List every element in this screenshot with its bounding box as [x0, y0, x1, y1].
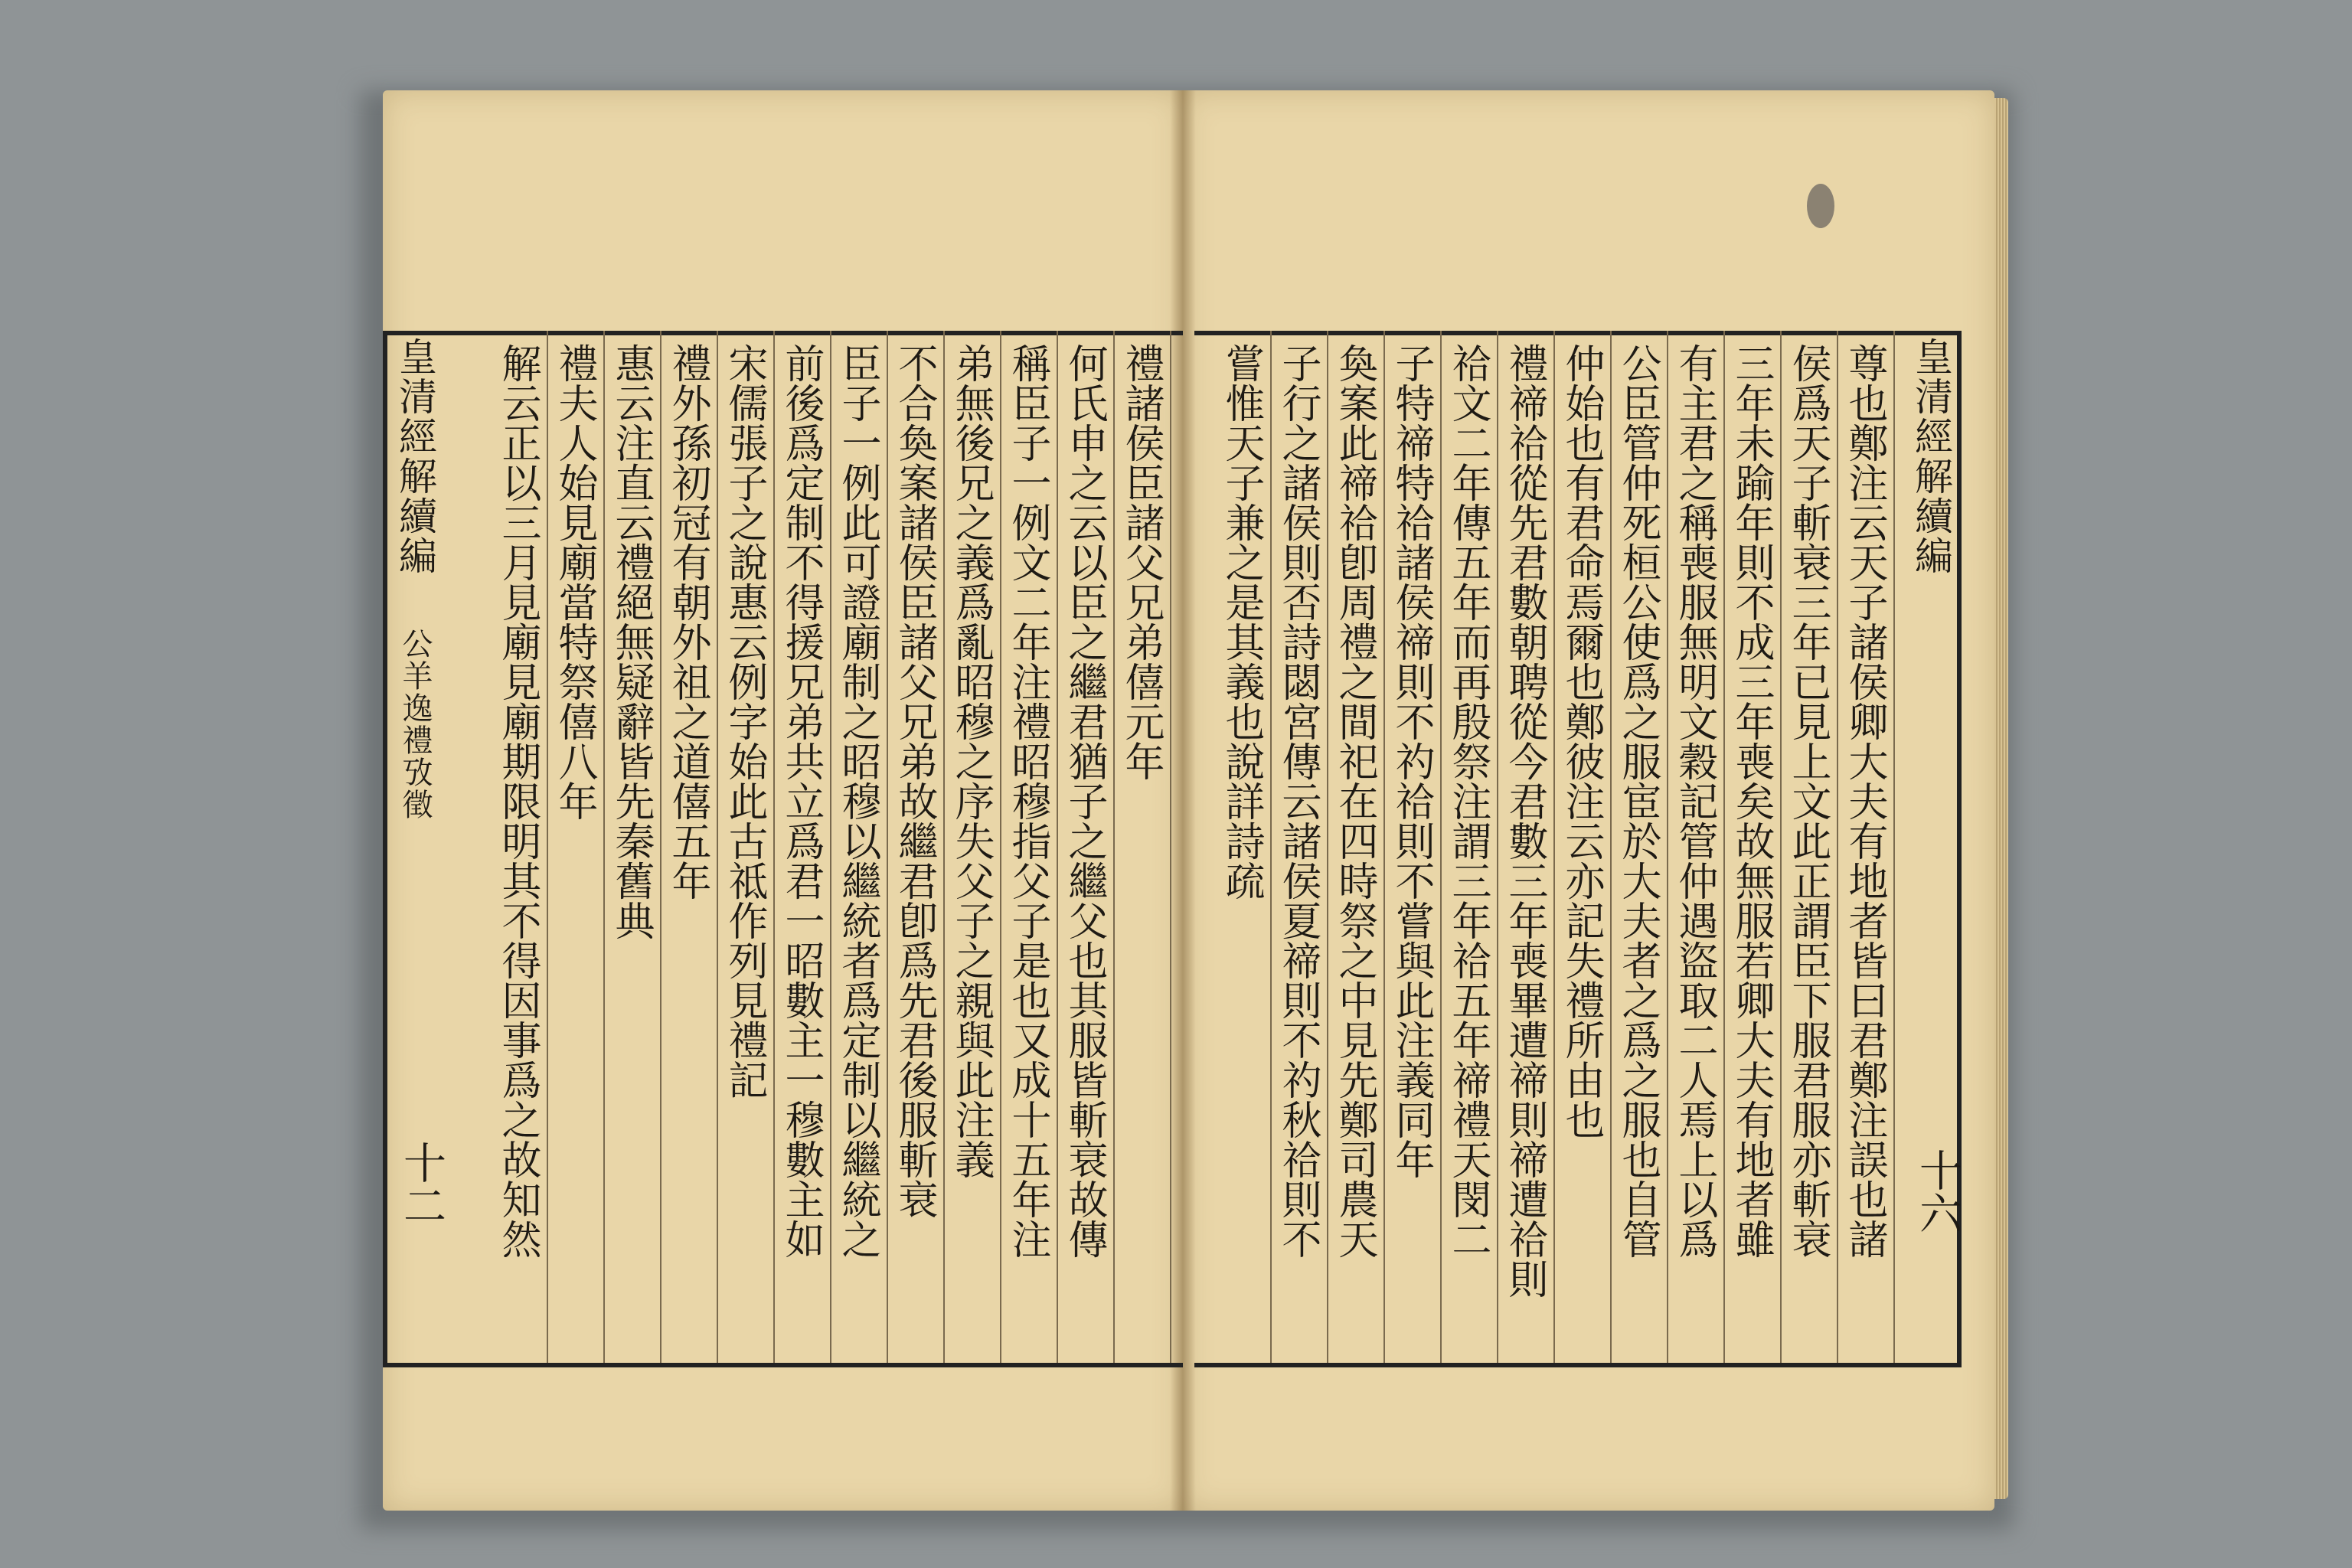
column-divider [1057, 331, 1058, 1363]
column-divider [830, 331, 831, 1363]
text-column: 宋儒張子之說惠云例字始此古祗作列見禮記 [721, 343, 767, 1099]
column-divider [1327, 331, 1328, 1363]
column-divider [1497, 331, 1498, 1363]
text-column: 奐案此禘祫卽周禮之間祀在四時祭之中見先鄭司農天 [1331, 343, 1377, 1259]
column-divider [1113, 331, 1115, 1363]
column-divider [943, 331, 945, 1363]
column-divider [603, 331, 605, 1363]
text-column: 侯爲天子斬衰三年已見上文此正謂臣下服君服亦斬衰 [1785, 343, 1831, 1259]
column-divider [1837, 331, 1838, 1363]
text-column: 子行之諸侯則否詩閟宮傳云諸侯夏禘則不礿秋祫則不 [1275, 343, 1321, 1259]
column-divider [1667, 331, 1668, 1363]
text-column: 惠云注直云禮絕無疑辭皆先秦舊典 [608, 343, 654, 940]
text-column: 稱臣子一例文二年注禮昭穆指父子是也又成十五年注 [1004, 343, 1050, 1259]
text-column: 禮禘祫從先君數朝聘從今君數三年喪畢遭禘則禘遭祫則 [1501, 343, 1547, 1298]
column-divider [1893, 331, 1895, 1363]
text-column: 不合奐案諸侯臣諸父兄弟故繼君卽爲先君後服斬衰 [891, 343, 937, 1219]
column-divider [1270, 331, 1272, 1363]
text-column: 有主君之稱喪服無明文穀記管仲遇盜取二人焉上以爲 [1671, 343, 1717, 1259]
right-page-header: 皇清經解續編 [1909, 337, 1953, 576]
left-page-header: 皇清經解續編 [393, 337, 437, 576]
text-column: 解云正以三月見廟見廟期限明其不得因事爲之故知然 [495, 343, 541, 1259]
column-divider [1610, 331, 1612, 1363]
column-divider [1170, 331, 1171, 1363]
text-column: 禮諸侯臣諸父兄弟僖元年 [1118, 343, 1164, 781]
column-divider [1440, 331, 1442, 1363]
text-column: 臣子一例此可證廟制之昭穆以繼統者爲定制以繼統之 [835, 343, 880, 1259]
right-bottom-rule [1194, 1363, 1960, 1367]
left-page-number: 十二 [397, 1141, 446, 1227]
column-divider [547, 331, 548, 1363]
left-section-title: 公羊逸禮攷徵 [397, 628, 433, 821]
text-column: 嘗惟天子兼之是其義也說詳詩疏 [1218, 343, 1264, 900]
text-column: 三年未踰年則不成三年喪矣故無服若卿大夫有地者雖 [1728, 343, 1774, 1259]
column-divider [1383, 331, 1385, 1363]
left-bottom-rule [387, 1363, 1183, 1367]
left-top-rule [387, 331, 1183, 335]
text-column: 前後爲定制不得援兄弟共立爲君一昭數主一穆數主如 [778, 343, 824, 1259]
left-outer-rule [383, 331, 387, 1367]
text-column: 尊也鄭注云天子諸侯卿大夫有地者皆曰君鄭注誤也諸 [1841, 343, 1887, 1259]
book-gutter [1170, 90, 1196, 1511]
right-top-rule [1194, 331, 1960, 335]
right-page-number: 十六 [1913, 1148, 1962, 1234]
text-column: 禮夫人始見廟當特祭僖八年 [551, 343, 597, 821]
column-divider [887, 331, 888, 1363]
ink-stain [1807, 184, 1834, 228]
column-divider [1553, 331, 1555, 1363]
column-divider [1780, 331, 1782, 1363]
text-column: 何氏申之云以臣之繼君猶子之繼父也其服皆斬衰故傳 [1061, 343, 1107, 1259]
text-column: 禮外孫初冠有朝外祖之道僖五年 [665, 343, 710, 900]
text-column: 弟無後兄之義爲亂昭穆之序失父子之親與此注義 [948, 343, 994, 1179]
column-divider [660, 331, 662, 1363]
text-column: 仲始也有君命焉爾也鄭彼注云亦記失禮所由也 [1558, 343, 1604, 1139]
column-divider [1723, 331, 1725, 1363]
text-column: 公臣管仲死桓公使爲之服宦於大夫者之爲之服也自管 [1615, 343, 1661, 1259]
column-divider [1000, 331, 1001, 1363]
column-divider [717, 331, 718, 1363]
text-column: 子特禘特祫諸侯禘則不礿祫則不嘗與此注義同年 [1388, 343, 1434, 1179]
text-column: 祫文二年傳五年而再殷祭注謂三年祫五年禘禮天閔二 [1445, 343, 1491, 1259]
column-divider [773, 331, 775, 1363]
page-edges [1994, 98, 2008, 1499]
